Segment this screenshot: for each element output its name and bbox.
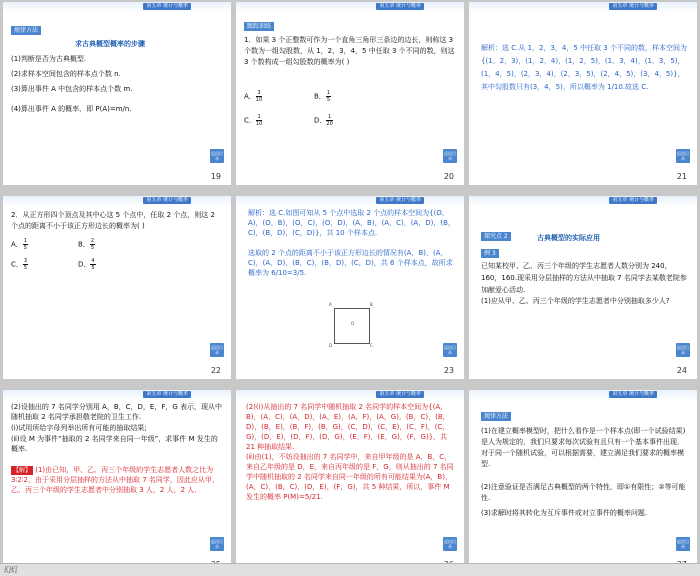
chapter-button[interactable]: 第五章 统计与概率	[376, 3, 424, 10]
chapter-button[interactable]: 第五章 统计与概率	[143, 391, 191, 398]
point-b-label: B	[370, 302, 373, 307]
step-line-3: (3)算出事件 A 中包含的样本点个数 m.	[11, 85, 133, 93]
numerator: 3	[257, 90, 261, 96]
slide-21[interactable]	[469, 2, 697, 185]
section-heading: 古典概型的实际应用	[537, 234, 600, 242]
option-d[interactable]	[314, 114, 333, 127]
sub-question-1: (ⅰ)试用所给字母列举出所有可能的抽取结果;	[11, 424, 147, 432]
method-line-1: (1)在建立概率模型时，把什么看作是一个样本点(即一个试验结果)是人为规定的，我们只要求每次试验有且只有一个基本事件出现．对于同一个随机试验，可以根据需要，建立满足我们要求的概率模型.	[481, 427, 686, 468]
numerator: 4	[91, 258, 95, 264]
chapter-button[interactable]: 第五章 统计与概率	[143, 197, 191, 204]
section-label: 规律方法	[11, 26, 41, 35]
numerator: 1	[23, 238, 27, 244]
option-b[interactable]	[314, 90, 331, 103]
slide-header-band	[3, 196, 231, 206]
step-line-4: (4)算出事件 A 的概率，即 P(A)=m/n.	[11, 105, 132, 113]
return-label: 返回目录	[444, 539, 456, 549]
return-button[interactable]	[676, 149, 690, 163]
slide-number: 21	[676, 172, 687, 181]
slide-number: 22	[210, 366, 221, 375]
return-label: 返回目录	[211, 151, 223, 161]
example-label: 例 3	[481, 249, 499, 258]
return-button[interactable]	[210, 343, 224, 357]
option-fraction	[326, 114, 332, 127]
slide-number: 23	[443, 366, 454, 375]
option-letter: B．	[314, 92, 326, 101]
point-d-label: D	[329, 343, 333, 348]
slide-25[interactable]	[3, 390, 231, 573]
option-b[interactable]	[78, 238, 95, 251]
chapter-button[interactable]: 第五章 统计与概率	[143, 3, 191, 10]
slide-26[interactable]	[236, 390, 464, 573]
option-fraction	[23, 238, 28, 251]
method-line-2: (2)注意验证是否满足古典概型的两个特性，即①有限性；②等可能性.	[481, 483, 686, 502]
option-fraction	[90, 258, 95, 271]
slide-20[interactable]	[236, 2, 464, 185]
return-button[interactable]	[443, 343, 457, 357]
slide-header-band	[236, 2, 464, 12]
solution-text-2: 选取的 2 个点的距离不小于该正方形边长的情况有(A，B)，(A，C)，(A，D)，(B，C)，(B，D)，(C，D)，共 6 个样本点，故所求概率为 6/10=3/5.	[248, 249, 453, 277]
section-label: 跟踪训练	[244, 22, 274, 31]
return-label: 返回目录	[211, 539, 223, 549]
sub-question-2: (ⅱ)设 M 为事件“抽取的 2 名同学来自同一年级”，求事件 M 发生的概率.	[11, 435, 218, 453]
option-fraction	[256, 90, 262, 103]
slide-23[interactable]	[236, 196, 464, 379]
numerator: 1	[257, 114, 261, 120]
option-d[interactable]	[78, 258, 96, 271]
answer-text: (2)(ⅰ)从抽出的 7 名同学中随机抽取 2 名同学的样本空间为{(A，B)，(A，C)，(A，D)，(A，E)，(A，F)，(A，G)，(B，C)，(B，D)，(B，E)，(B，F)，(B，G)，(C，D)，(C，E)，(C，F)，(C，G)，(D，E)，(D，F)，(D，G)，(E，F)，(E，G)，(F，G)}，共 21 种抽取结果.	[246, 403, 450, 451]
point-c-label: C	[370, 343, 373, 348]
slide-24[interactable]	[469, 196, 697, 379]
denominator: 20	[326, 121, 333, 127]
option-fraction	[23, 258, 28, 271]
slide-header-band	[236, 390, 464, 400]
solution-text: 解析：选 C.如图可知从 5 个点中选取 2 个点的样本空间为{(O，A)，(O，B)，(O，C)，(O，D)，(A，B)，(A，C)，(A，D)，(B，C)，(B，D)，(C，D)}，共 10 个样本点.	[248, 209, 455, 237]
denominator: 5	[23, 245, 27, 251]
option-c[interactable]	[244, 114, 262, 127]
option-letter: B．	[78, 240, 90, 249]
example-question-1: (1)应从甲、乙、丙三个年级的学生志愿者中分别抽取多少人?	[481, 297, 670, 305]
slide-header-band	[469, 196, 697, 206]
return-button[interactable]	[443, 149, 457, 163]
square-figure	[334, 308, 370, 344]
chapter-button[interactable]: 第五章 统计与概率	[376, 197, 424, 204]
return-label: 返回目录	[677, 345, 689, 355]
return-label: 返回目录	[444, 151, 456, 161]
answer-text-2: (ⅱ)由(1)，不妨设抽出的 7 名同学中，来自甲年级的是 A，B，C，来自乙年级的是 D，E，来自丙年级的是 F，G，则从抽出的 7 名同学中随机抽取的 2 名同学来自同一年级的所有可能结果为(A，B)，(A，C)，(B，C)，(D，E)，(F，G)，共 5 种结果，所以，事件 M 发生的概率 P(M)=5/21.	[246, 453, 454, 501]
option-fraction	[256, 114, 262, 127]
option-letter: C．	[11, 260, 23, 269]
answer-body: (1)由已知，甲、乙、丙三个年级的学生志愿者人数之比为 3∶2∶2，由于采用分层抽样的方法从中抽取 7 名同学，因此应从甲、乙、丙三个年级的学生志愿者中分别抽取 3 人，2 人，2 人.	[11, 466, 219, 494]
return-label: 返回目录	[444, 345, 456, 355]
return-label: 返回目录	[677, 151, 689, 161]
slide-header-band	[469, 2, 697, 12]
slide-27[interactable]	[469, 390, 697, 573]
option-a[interactable]	[244, 90, 262, 103]
section-label: 规律方法	[481, 412, 511, 421]
example-text: 已知某校甲、乙、丙三个年级的学生志愿者人数分别为 240，160，160.现采用分层抽样的方法从中抽取 7 名同学去某敬老院参加献爱心活动.	[481, 262, 687, 294]
point-a-label: A	[329, 302, 332, 307]
denominator: 10	[255, 97, 263, 103]
return-button[interactable]	[210, 149, 224, 163]
return-button[interactable]	[210, 537, 224, 551]
slide-22[interactable]	[3, 196, 231, 379]
status-bar	[0, 563, 700, 576]
return-button[interactable]	[676, 343, 690, 357]
return-button[interactable]	[676, 537, 690, 551]
numerator: 2	[90, 238, 94, 244]
numerator: 3	[23, 258, 28, 264]
slide-header-band	[236, 196, 464, 206]
question-text: 2．从正方形四个顶点及其中心这 5 个点中，任取 2 个点，则这 2 个点的距离不小于该正方形边长的概率为( )	[11, 211, 215, 230]
section-heading: 求古典概型概率的步骤	[75, 40, 145, 48]
section-label: 探究点 2	[481, 232, 511, 241]
option-fraction	[90, 238, 95, 251]
slide-number: 20	[443, 172, 454, 181]
denominator: 5	[90, 245, 94, 251]
option-fraction	[326, 90, 331, 103]
status-text: 幻灯	[4, 566, 18, 574]
option-letter: A．	[11, 240, 23, 249]
denominator: 5	[23, 265, 28, 271]
return-label: 返回目录	[211, 345, 223, 355]
numerator: 1	[327, 114, 332, 120]
chapter-button[interactable]: 第五章 统计与概率	[609, 197, 657, 204]
chapter-button[interactable]: 第五章 统计与概率	[609, 391, 657, 398]
solution-text: 解析：选 C.从 1，2，3，4，5 中任取 3 个不同的数，样本空间为{(1，2，3)，(1，2，4)，(1，2，5)，(1，3，4)，(1，3，5)，(1，4，5)，(2，3，4)，(2，3，5)，(2，4，5)，(3，4，5)}，其中勾股数只有(3，4，5)，所以概率为 1/10.故选 C.	[481, 44, 687, 91]
method-line-3: (3)求解时将其转化为互斥事件或对立事件的概率问题.	[481, 509, 648, 517]
point-o-label: O	[351, 321, 355, 326]
denominator: 10	[255, 121, 263, 127]
denominator: 5	[326, 97, 330, 103]
slide-19[interactable]	[3, 2, 231, 185]
answer-tag: 【解】	[13, 467, 32, 474]
slide-number: 19	[210, 172, 221, 181]
step-line-2: (2)求样本空间包含的样本点个数 n.	[11, 70, 121, 78]
chapter-button[interactable]: 第五章 统计与概率	[609, 3, 657, 10]
step-line-1: (1)判断是否为古典概型.	[11, 55, 87, 63]
question-text: 1．如果 3 个正整数可作为一个直角三角形三条边的边长，则称这 3 个数为一组勾股数，从 1，2，3，4，5 中任取 3 个不同的数，则这 3 个数构成一组勾股数的概率为( )	[244, 36, 455, 66]
option-c[interactable]	[11, 258, 28, 271]
return-label: 返回目录	[677, 539, 689, 549]
slide-header-band	[3, 2, 231, 12]
option-a[interactable]	[11, 238, 28, 251]
slide-number: 24	[676, 366, 687, 375]
slide-header-band	[469, 390, 697, 400]
numerator: 1	[326, 90, 330, 96]
option-letter: C．	[244, 116, 256, 125]
option-letter: D．	[314, 116, 327, 125]
chapter-button[interactable]: 第五章 统计与概率	[376, 391, 424, 398]
question-text: (2)设抽出的 7 名同学分别用 A，B，C，D，E，F，G 表示，现从中随机抽取 2 名同学承担敬老院的卫生工作.	[11, 403, 223, 421]
answer-text	[11, 465, 223, 495]
option-letter: A．	[244, 92, 256, 101]
return-button[interactable]	[443, 537, 457, 551]
option-letter: D．	[78, 260, 91, 269]
denominator: 5	[91, 265, 95, 271]
slide-header-band	[3, 390, 231, 400]
